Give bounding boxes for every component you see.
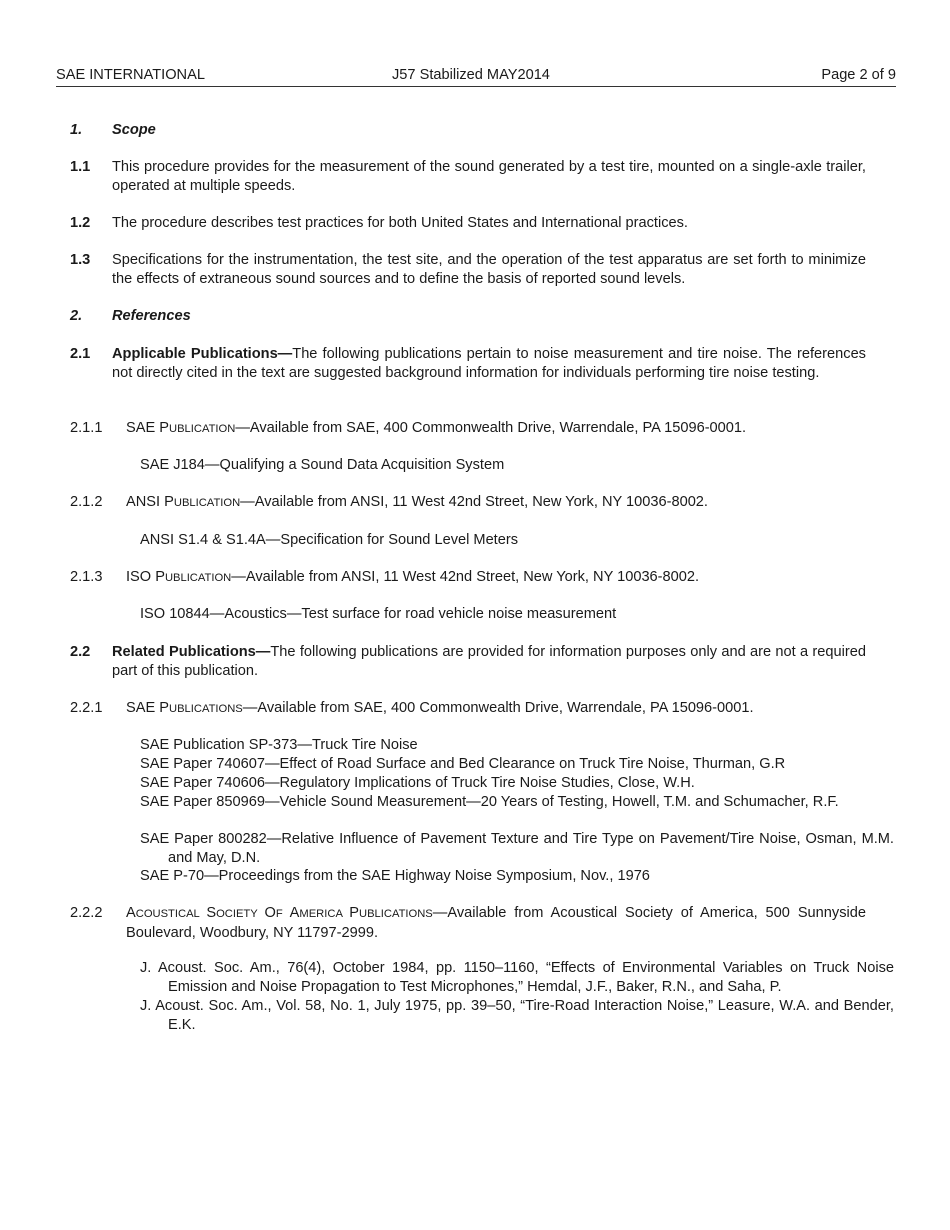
paragraph-text: [126, 493, 866, 513]
publication-label-rest: UBLICATION: [169, 423, 236, 435]
reference-item: ANSI S1.4 & S1.4A—Specification for Sound Level Meters: [140, 532, 519, 548]
publication-label-rest: UBLICATION: [164, 572, 232, 584]
publication-label-rest: UBLICATIONS: [359, 908, 433, 920]
section-title: Scope: [112, 122, 156, 138]
reference-item: SAE Paper 850969—Vehicle Sound Measurement—20 Years of Testing, Howell, T.M. and Schumacher, R.F.: [140, 794, 839, 810]
paragraph-2-1-3: [70, 568, 866, 588]
reference-item: SAE P-70—Proceedings from the SAE Highway Noise Symposium, Nov., 1976: [140, 868, 650, 884]
paragraph-1-3: [70, 251, 866, 291]
paragraph-text: [126, 904, 866, 943]
page-header: [56, 66, 896, 87]
paragraph-text: [126, 568, 866, 588]
paragraph-body: The following publications pertain to noise measurement and tire noise. The references not directly cited in the text are suggested background information for individuals performing tire noise testing.: [112, 346, 866, 381]
paragraph-body: —Available from ANSI, 11 West 42nd Street, New York, NY 10036-8002.: [231, 569, 700, 585]
paragraph-number: 2.1.3: [70, 569, 103, 585]
publication-label-initial: A: [126, 905, 136, 921]
reference-item: SAE Paper 740606—Regulatory Implications of Truck Tire Noise Studies, Close, W.H.: [140, 775, 695, 791]
publication-label-initial: ANSI P: [126, 494, 174, 510]
paragraph-text: [126, 419, 866, 439]
reference-item: J. Acoust. Soc. Am., Vol. 58, No. 1, July 1975, pp. 39–50, “Tire-Road Interaction Noise,” Leasure, W.A. and Bender, E.K.: [140, 998, 894, 1033]
paragraph-number: 1.2: [70, 215, 91, 231]
paragraph-number: 2.1: [70, 346, 91, 362]
publication-label-initial: S: [206, 905, 217, 921]
publication-label-initial: A: [289, 905, 300, 921]
section-number: 1.: [70, 122, 83, 138]
paragraph-text: Specifications for the instrumentation, the test site, and the operation of the test apparatus are set forth to minimize the effects of extraneous sound sources and to define the basis of reported sound levels.: [112, 252, 866, 287]
paragraph-2-2: [70, 643, 866, 683]
paragraph-1-1: [70, 158, 866, 198]
paragraph-body: The following publications are provided for information purposes only and are not a required part of this publication.: [112, 644, 866, 679]
paragraph-text: [126, 699, 866, 719]
paragraph-2-1-1: [70, 419, 866, 439]
reference-list: [70, 736, 894, 886]
paragraph-number: 2.2.2: [70, 905, 103, 921]
publication-label-rest: COUSTICAL: [135, 908, 207, 920]
publication-label-rest: OCIETY: [216, 908, 265, 920]
publication-label-initial: ISO P: [126, 569, 165, 585]
paragraph-lead: Related Publications—: [112, 644, 271, 660]
section-title: References: [112, 308, 191, 324]
publication-label-initial: P: [349, 905, 359, 921]
paragraph-1-2: [70, 214, 866, 234]
paragraph-number: 2.2.1: [70, 700, 103, 716]
publication-label-rest: UBLICATIONS: [169, 703, 243, 715]
paragraph-body: —Available from SAE, 400 Commonwealth Drive, Warrendale, PA 15096-0001.: [235, 420, 747, 436]
publication-label-rest: MERICA: [299, 908, 350, 920]
paragraph-text: [112, 643, 866, 681]
reference-item: SAE Paper 800282—Relative Influence of Pavement Texture and Tire Type on Pavement/Tire Noise, Osman, M.M. and May, D.N.: [140, 831, 894, 866]
paragraph-text: [112, 345, 866, 383]
paragraph-2-2-2: [70, 904, 866, 944]
header-organization: SAE INTERNATIONAL: [56, 67, 205, 83]
paragraph-lead: Applicable Publications—: [112, 346, 293, 362]
reference-list: [70, 531, 866, 551]
paragraph-number: 2.2: [70, 644, 91, 660]
reference-list: [70, 605, 866, 625]
paragraph-number: 1.1: [70, 159, 91, 175]
section-1-heading: [70, 121, 866, 141]
paragraph-text: The procedure describes test practices for both United States and International practices.: [112, 215, 688, 231]
paragraph-number: 1.3: [70, 252, 91, 268]
header-page-number: Page 2 of 9: [821, 67, 896, 83]
publication-label-initial: SAE P: [126, 700, 169, 716]
reference-item: ISO 10844—Acoustics—Test surface for road vehicle noise measurement: [140, 606, 617, 622]
header-document-id: J57 Stabilized MAY2014: [392, 67, 550, 83]
section-number: 2.: [70, 308, 83, 324]
paragraph-2-1-2: [70, 493, 866, 513]
publication-label-rest: UBLICATION: [173, 497, 241, 509]
reference-item: SAE Publication SP-373—Truck Tire Noise: [140, 737, 418, 753]
publication-label-rest: F: [275, 908, 290, 920]
paragraph-body: —Available from SAE, 400 Commonwealth Drive, Warrendale, PA 15096-0001.: [242, 700, 754, 716]
reference-item: SAE J184—Qualifying a Sound Data Acquisition System: [140, 457, 505, 473]
paragraph-2-1: [70, 345, 866, 405]
reference-list: [70, 959, 894, 1039]
publication-label-initial: O: [264, 905, 276, 921]
paragraph-body: —Available from ANSI, 11 West 42nd Street, New York, NY 10036-8002.: [240, 494, 708, 510]
paragraph-text: This procedure provides for the measurement of the sound generated by a test tire, mounted on a single-axle trailer, operated at multiple speeds.: [112, 159, 866, 194]
paragraph-number: 2.1.1: [70, 420, 103, 436]
reference-item: J. Acoust. Soc. Am., 76(4), October 1984, pp. 1150–1160, “Effects of Environmental Variables on Truck Noise Emission and Noise Propagation to Test Microphones,” Hemdal, J.F., Baker, R.N., and Saha, P.: [140, 960, 894, 995]
reference-item: SAE Paper 740607—Effect of Road Surface and Bed Clearance on Truck Tire Noise, Thurman, G.R: [140, 756, 786, 772]
section-2-heading: [70, 307, 866, 327]
publication-label-initial: SAE P: [126, 420, 169, 436]
paragraph-2-2-1: [70, 699, 866, 719]
reference-list: [70, 456, 866, 476]
paragraph-number: 2.1.2: [70, 494, 103, 510]
paragraph-body: —Available from Acoustical Society of America, 500 Sunnyside Boulevard, Woodbury, NY 11797-2999.: [126, 905, 866, 941]
